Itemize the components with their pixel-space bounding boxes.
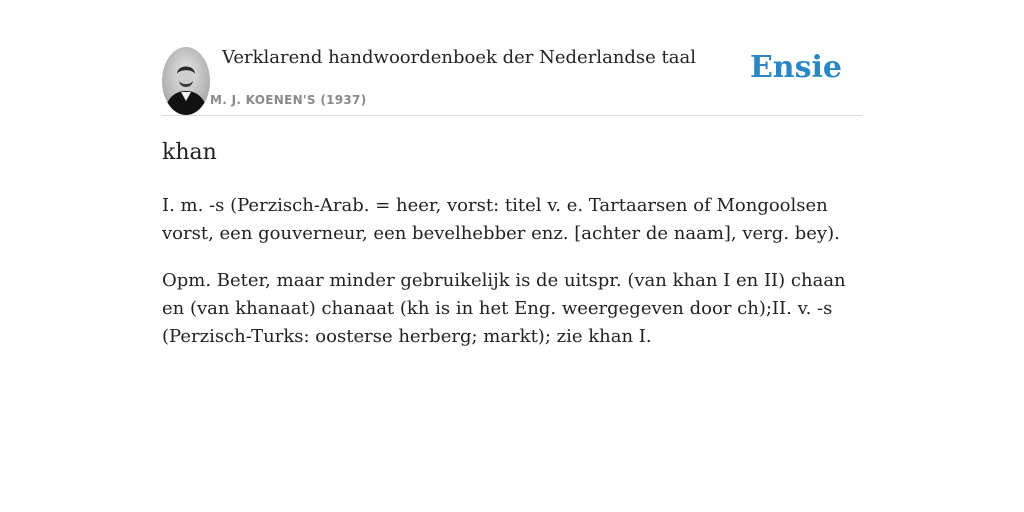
dictionary-header xyxy=(162,0,862,116)
ensie-logo-link[interactable]: Ensie xyxy=(749,50,842,85)
author-portrait-icon xyxy=(162,47,210,115)
entry-headword: khan xyxy=(162,140,217,165)
dictionary-title: Verklarend handwoordenboek der Nederlandse taal xyxy=(222,47,696,68)
dictionary-author: M. J. KOENEN'S (1937) xyxy=(210,93,367,107)
definition-paragraph: I. m. -s (Perzisch-Arab. = heer, vorst: titel v. e. Tartaarsen of Mongoolsen vorst, een gouverneur, een bevelhebber enz. [achter de naam], verg. bey). xyxy=(162,195,840,244)
definition-paragraph: Opm. Beter, maar minder gebruikelijk is de uitspr. (van khan I en II) chaan en (van khanaat) chanaat (kh is in het Eng. weergegeven door ch);II. v. -s (Perzisch-Turks: oosterse herberg; markt); zie khan I. xyxy=(162,270,846,347)
page xyxy=(162,0,862,347)
